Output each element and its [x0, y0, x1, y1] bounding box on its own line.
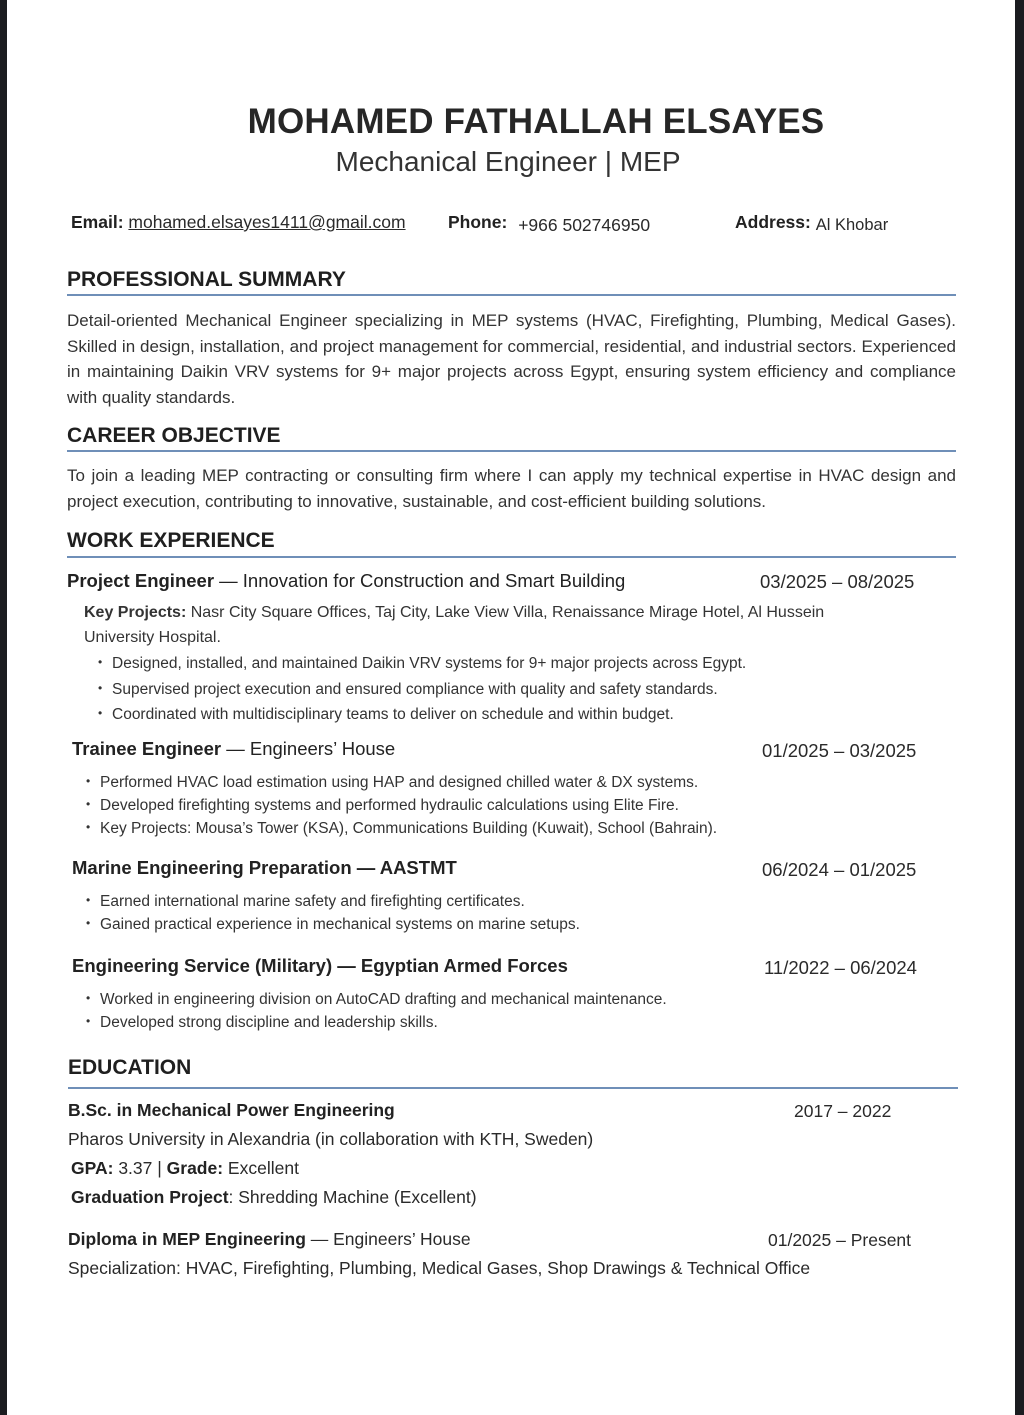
project-label: Graduation Project [71, 1187, 229, 1207]
job-company: — Innovation for Construction and Smart Building [214, 570, 626, 591]
education-degree: Diploma in MEP Engineering — Engineers’ House [68, 1229, 471, 1249]
education-dates: 2017 – 2022 [794, 1101, 892, 1121]
contact-address [735, 212, 888, 233]
job-dates: 03/2025 – 08/2025 [760, 571, 915, 592]
job-bullet: • Developed strong discipline and leadership skills. [86, 1014, 438, 1032]
candidate-name: MOHAMED FATHALLAH ELSAYES [247, 102, 825, 141]
education-project: Graduation Project: Shredding Machine (Excellent) [71, 1187, 477, 1207]
education-school: Pharos University in Alexandria (in collaboration with KTH, Sweden) [68, 1129, 594, 1149]
job-company: — Engineers’ House [221, 738, 396, 759]
job-dates: 11/2022 – 06/2024 [764, 957, 917, 978]
phone-value: +966 502746950 [518, 215, 651, 235]
job-role: Engineering Service (Military) — Egyptian Armed Forces [72, 955, 568, 976]
job-bullet: • Supervised project execution and ensured compliance with quality and safety standards. [98, 681, 718, 699]
job-role: Marine Engineering Preparation — AASTMT [72, 857, 457, 878]
job-bullet: • Earned international marine safety and firefighting certificates. [86, 893, 525, 911]
objective-text: To join a leading MEP contracting or consulting firm where I can apply my technical expertise in HVAC design and project execution, contributing to innovative, sustainable, and cost-efficient building solutions. [67, 466, 956, 511]
email-link[interactable]: mohamed.elsayes1411@gmail.com [128, 212, 406, 232]
section-heading-summary: PROFESSIONAL SUMMARY [67, 268, 346, 291]
education-dates: 01/2025 – Present [768, 1230, 912, 1250]
job-key-projects-cont: University Hospital. [84, 629, 221, 646]
address-label: Address: [735, 212, 811, 232]
job-title [67, 570, 625, 592]
address-value: Al Khobar [815, 216, 889, 234]
job-bullet: • Designed, installed, and maintained Daikin VRV systems for 9+ major projects across Egypt. [98, 655, 746, 673]
job-bullet: • Coordinated with multidisciplinary teams to deliver on schedule and within budget. [98, 706, 674, 724]
job-key-projects: Key Projects: Nasr City Square Offices, Taj City, Lake View Villa, Renaissance Mirage Hotel, Al Hussein [84, 604, 825, 621]
grade-label: Grade: [166, 1158, 224, 1178]
contact-phone [448, 212, 650, 233]
contact-email [71, 212, 406, 233]
education-degree: B.Sc. in Mechanical Power Engineering [68, 1100, 395, 1120]
job-dates: 06/2024 – 01/2025 [762, 859, 917, 880]
education-detail: Specialization: HVAC, Firefighting, Plumbing, Medical Gases, Shop Drawings & Technical Office [68, 1258, 811, 1278]
gpa-label: GPA: [71, 1158, 114, 1178]
section-heading-objective: CAREER OBJECTIVE [67, 424, 281, 447]
summary-text: Detail-oriented Mechanical Engineer specializing in MEP systems (HVAC, Firefighting, Plumbing, Medical Gases). Skilled in design, installation, and project management for commercial, residential, and industrial sectors. Experienced in maintaining Daikin VRV systems for 9+ major projects across Egypt, ensuring system efficiency and compliance with quality standards. [67, 311, 956, 407]
job-bullet: • Key Projects: Mousa’s Tower (KSA), Communications Building (Kuwait), School (Bahrain). [86, 820, 717, 838]
job-role: Trainee Engineer [72, 738, 222, 759]
job-title [72, 955, 568, 977]
resume-page [7, 0, 1015, 1415]
section-divider [67, 450, 956, 452]
phone-label: Phone: [448, 212, 508, 232]
candidate-title: Mechanical Engineer | MEP [335, 146, 681, 177]
job-bullet: • Developed firefighting systems and performed hydraulic calculations using Elite Fire. [86, 797, 679, 815]
education-gpa: GPA: 3.37 | Grade: Excellent [71, 1158, 299, 1178]
section-heading-education: EDUCATION [68, 1056, 192, 1079]
section-divider [68, 1087, 958, 1089]
job-bullet: • Performed HVAC load estimation using HAP and designed chilled water & DX systems. [86, 774, 698, 792]
job-bullet: • Gained practical experience in mechanical systems on marine setups. [86, 916, 580, 934]
job-dates: 01/2025 – 03/2025 [762, 740, 917, 761]
job-role: Project Engineer [67, 570, 215, 591]
education-provider: — Engineers’ House [305, 1229, 471, 1249]
section-heading-experience: WORK EXPERIENCE [67, 529, 275, 552]
section-divider [67, 556, 956, 558]
job-bullet: • Worked in engineering division on AutoCAD drafting and mechanical maintenance. [86, 991, 667, 1009]
key-projects-label: Key Projects: [84, 604, 187, 621]
job-title [72, 738, 395, 760]
section-divider [67, 294, 956, 296]
job-title [72, 857, 457, 879]
email-label: Email: [71, 212, 124, 232]
